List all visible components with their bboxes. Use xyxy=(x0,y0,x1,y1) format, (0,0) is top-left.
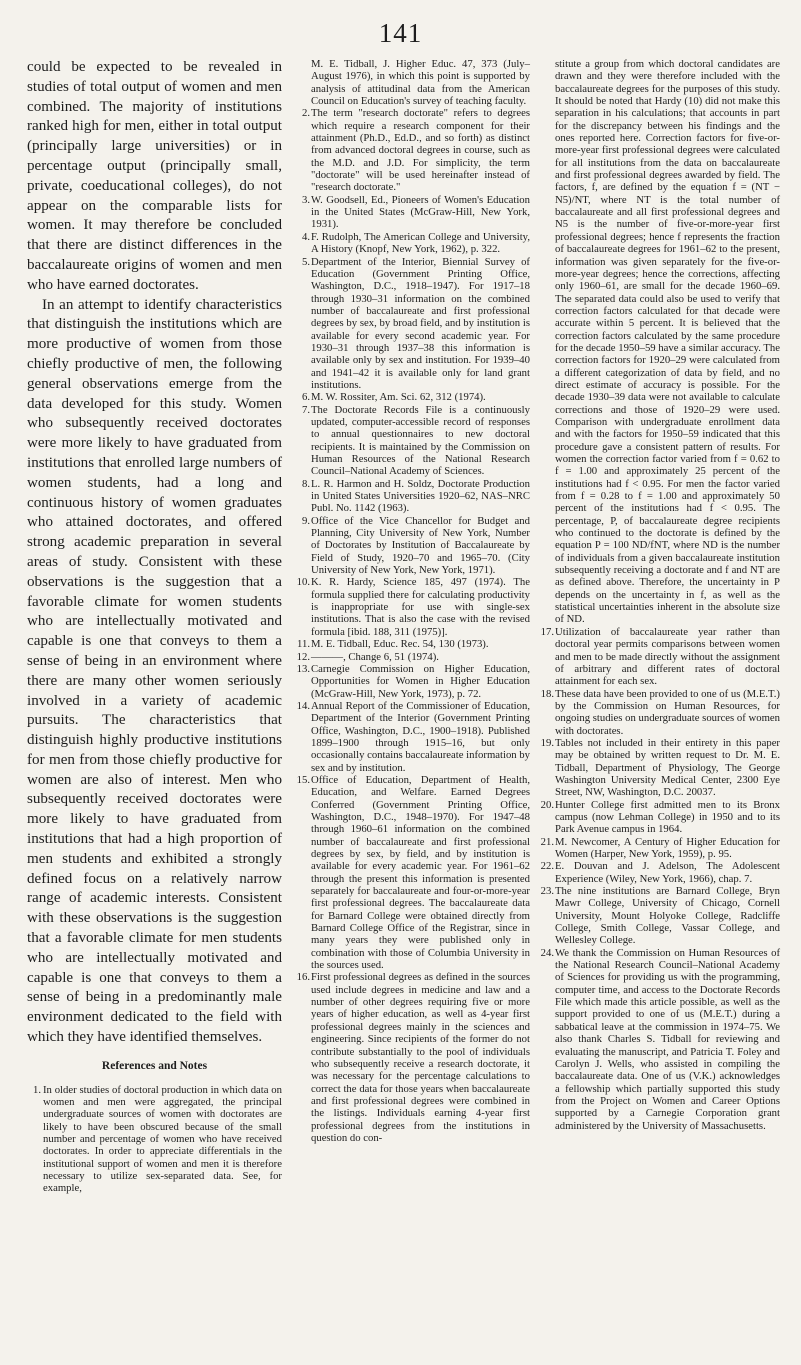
note-text: L. R. Harmon and H. Soldz, Doctorate Production in United States Universities 1920–62, NAS–NRC Publ. No. 1142 (1963). xyxy=(311,477,530,515)
notes-column-2 xyxy=(296,58,530,1144)
note-text: We thank the Commission on Human Resources of the National Research Council–National Academy of Sciences for providing us with the programming, computer time, and access to the Doctorate Records File which made this article possible, as well as the support provided to one of us (M.E.T.) during a sabbatical leave at the commission in 1974–75. We also thank Charles S. Tidball for reviewing and evaluating the manuscript, and Patricia T. Foley and Carolyn J. Wells, who assisted in compiling the baccalaureate data. One of us (V.K.) acknowledges a fellowship which partially supported this study from the Project on Women and Career Options supported by a Carnegie Corporation grant administered by the University of Massachusetts. xyxy=(555,946,780,1132)
note-item xyxy=(540,58,780,626)
note-number: 19. xyxy=(540,736,554,749)
note-number: 4. xyxy=(301,230,310,243)
note-text: M. E. Tidball, J. Higher Educ. 47, 373 (July–August 1976), in which this point is supported by analysis of attitudinal data from the American Council on Education's survey of teaching faculty. xyxy=(311,58,530,108)
body-column xyxy=(27,58,282,1195)
note-number: 3. xyxy=(301,193,310,206)
note-item xyxy=(540,885,780,947)
note-text: The Doctorate Records File is a continuously updated, computer-accessible record of responses to annual questionnaires to new doctoral recipients. It is maintained by the Commission on Human Resources of the National Research Council–National Academy of Sciences. xyxy=(311,403,530,478)
note-item xyxy=(540,626,780,688)
note-item xyxy=(296,256,530,392)
note-number: 10. xyxy=(296,576,310,589)
note-text: Tables not included in their entirety in this paper may be obtained by written request to Dr. M. E. Tidball, Department of Physiology, The George Washington University Medical Center, 2300 Eye Street, NW, Washington, D.C. 20037. xyxy=(555,736,780,799)
notes-list-col2 xyxy=(296,58,530,1144)
note-item xyxy=(296,515,530,577)
note-text: Office of Education, Department of Health, Education, and Welfare. Earned Degrees Conferred (Government Printing Office, Washington, D.C., 1948–1970). For 1947–48 through 1960–61 information on the combined number of baccalaureate and first professional degrees by sex, by field, and by institution is available for every academic year. For 1961–62 through the present this information is presented separately for baccalaureate and four-or-more-year first professional degrees. The baccalaureate data for Barnard College were obtained directly from Barnard College Office of the Registrar, since in many years they were published only in combination with those of Columbia University in the sources used. xyxy=(311,773,530,972)
note-text: Hunter College first admitted men to its Bronx campus (now Lehman College) in 1950 and to its Park Avenue campus in 1964. xyxy=(555,798,780,836)
note-number: 1. xyxy=(32,1083,41,1096)
note-text: Carnegie Commission on Higher Education, Opportunities for Women in Higher Education (McGraw-Hill, New York, 1973), p. 72. xyxy=(311,662,530,700)
notes-column-3 xyxy=(540,58,780,1132)
note-item xyxy=(540,737,780,799)
note-number: 5. xyxy=(301,255,310,268)
note-text: First professional degrees as defined in the sources used include degrees in medicine and law and a number of other degrees requiring five or more years of higher education, as well as 4-year first professional degrees mainly in the sciences and engineering. Since recipients of the former do not contribute substantially to the pool of individuals who subsequently receive a research doctorate, it was necessary for the percentage calculations to correct the data for those years when baccalaureate and first professional degrees were combined in the listings. Individuals earning 4-year first professional degrees from the institutions in question do con- xyxy=(311,971,530,1144)
body-paragraph: In an attempt to identify characteristics that distinguish the institutions which are more productive of women from those chiefly productive of men, the following general observations emerge from the data developed for this study. Women who subsequently received doctorates were more likely to have graduated from institutions that enrolled large numbers of women students, had a long and continuous history of women graduates who attained doctorates, and offered strong academic preparation in several areas of study. Consistent with these observations is the suggestion that a favorable climate for women students who are intellectually motivated and capable is one that conveys to them a sense of being in an environment where there are many other women seriously involved in a variety of academic pursuits. The characteristics that distinguish highly productive institutions for men from those chiefly productive for women are also of interest. Men who subsequently received doctorates were more likely to have graduated from institutions that had a high proportion of men students and exhibited a strongly defined focus on a relatively narrow range of academic interests. Consistent with these observations is the suggestion that a favorable climate for men students who are intellectually motivated and capable is one that conveys to them a sense of being in a predominantly male environment dedicated to the field with which they have identified themselves. xyxy=(27,296,282,1046)
note-item xyxy=(296,700,530,774)
note-text: E. Douvan and J. Adelson, The Adolescent Experience (Wiley, New York, 1966), chap. 7. xyxy=(555,860,780,885)
note-text: F. Rudolph, The American College and University, A History (Knopf, New York, 1962), p. 322. xyxy=(311,230,530,256)
note-number: 11. xyxy=(297,638,310,651)
references-heading: References and Notes xyxy=(101,1059,208,1072)
note-number: 22. xyxy=(540,860,554,873)
note-item xyxy=(296,576,530,638)
note-number: 7. xyxy=(301,403,310,416)
note-number: 12. xyxy=(296,650,310,663)
note-item xyxy=(296,107,530,193)
note-number: 18. xyxy=(540,687,554,700)
note-item xyxy=(296,663,530,700)
note-item xyxy=(296,638,530,650)
note-item xyxy=(540,799,780,836)
note-text: These data have been provided to one of us (M.E.T.) by the Commission on Human Resources, for ongoing studies on undergraduate sources of women with doctorates. xyxy=(555,687,780,737)
note-number: 9. xyxy=(301,514,310,527)
note-text: M. E. Tidball, Educ. Rec. 54, 130 (1973). xyxy=(311,638,489,651)
note-text: Department of the Interior, Biennial Survey of Education (Government Printing Office, Washington, D.C., 1918–1947). For 1917–18 through 1930–31 information on the combined number of baccalaureate and first professional degrees by sex, by broad field, and by institution is available for every second academic year. For 1930–31 through 1937–38 this information is available only by sex and institution. For 1939–40 and 1941–42 it is available only for land grant institutions. xyxy=(311,255,530,391)
note-item xyxy=(296,651,530,663)
note-item xyxy=(540,836,780,861)
note-item xyxy=(27,1084,282,1195)
note-text: Utilization of baccalaureate year rather than doctoral year permits comparisons between women and men to be made directly without the assignment of arbitrary and different rates of doctoral attainment for each sex. xyxy=(555,625,780,688)
note-number: 23. xyxy=(540,885,554,898)
note-item xyxy=(296,774,530,972)
note-text: W. Goodsell, Ed., Pioneers of Women's Education in the United States (McGraw-Hill, New York, 1931). xyxy=(311,193,530,231)
note-number: 13. xyxy=(296,662,310,675)
note-number: 16. xyxy=(296,971,310,984)
note-text: M. W. Rossiter, Am. Sci. 62, 312 (1974). xyxy=(311,391,486,404)
note-item xyxy=(540,688,780,737)
note-item xyxy=(296,231,530,256)
note-item xyxy=(296,194,530,231)
note-text: ———, Change 6, 51 (1974). xyxy=(311,650,439,663)
note-item xyxy=(296,971,530,1144)
note-item xyxy=(540,860,780,885)
note-item xyxy=(296,478,530,515)
note-text: The nine institutions are Barnard College, Bryn Mawr College, University of Chicago, Cornell University, Mount Holyoke College, Radcliffe College, Smith College, Vassar College, and Wellesley College. xyxy=(555,885,780,947)
note-number: 6. xyxy=(301,391,310,404)
note-item xyxy=(540,947,780,1132)
note-number: 21. xyxy=(540,835,554,848)
note-text: Annual Report of the Commissioner of Education, Department of the Interior (Government Printing Office, Washington, D.C., 1900–1918). Published 1899–1900 through 1915–16, but only occasionally contains baccalaureate information by sex and by institution. xyxy=(311,699,530,774)
note-text: K. R. Hardy, Science 185, 497 (1974). The formula supplied there for calculating productivity is inappropriate for use with single-sex institutions. That is also the case with the revised formula [ibid. 188, 311 (1975)]. xyxy=(311,576,530,638)
note-number: 24. xyxy=(540,946,554,959)
notes-list-col3 xyxy=(540,58,780,1132)
note-number: 20. xyxy=(540,798,554,811)
page-number: 141 xyxy=(378,18,423,48)
notes-list-col1 xyxy=(27,1084,282,1195)
note-text: In older studies of doctoral production in which data on women and men were aggregated, the principal undergraduate sources of women with doctorates are likely to have been obscured because of the small number and percentage of women who have received doctorates. In order to appreciate differentials in the institutional support of women and men it is therefore necessary to utilize sex-separated data. See, for example, xyxy=(43,1083,282,1195)
note-number: 8. xyxy=(301,477,310,490)
note-text: Office of the Vice Chancellor for Budget and Planning, City University of New York, Number of Doctorates by Institution of Baccalaureate by Field of Study, 1920–70 and 1965–70. (City University of New York, New York, 1971). xyxy=(311,514,530,577)
body-paragraph: could be expected to be revealed in studies of total output of women and men combined. The majority of institutions ranked high for men, either in total output (principally large universities) or in percentage output (principally small, private, coeducational colleges), do not appear on the comparable lists for women. It may therefore be concluded that there are distinct differences in the baccalaureate origins of women and men who have earned doctorates. xyxy=(27,59,282,293)
note-item xyxy=(296,404,530,478)
note-item xyxy=(296,391,530,403)
note-number: 2. xyxy=(301,107,310,120)
note-item xyxy=(296,58,530,107)
note-text: stitute a group from which doctoral candidates are drawn and they were therefore included with the baccalaureate degrees for the purposes of this study. It should be noted that Hardy (10) did not make this separation in his calculations; that accounts in part for the discrepancy between his findings and the ones reported here. Correction factors for five-or-more-year first professional degrees were calculated for all institutions from the data on baccalaureate and first professional degrees awarded by field. The factors, f, are defined by the equation f = (NT − N5)/NT, where NT is the total number of baccalaureate and all first professional degrees and N5 is the number of five-or-more-year first professional degrees; hence f represents the fraction of baccalaureate degrees for 1961–62 to the present, information was given separately for the five-or-more-year degrees; hence the corrections, affecting only 1960–61, are small for the decade 1960–69. The separated data could also be used to verify that correction factors calculated for that decade were accurate within 5 percent. It is believed that the correction factors calculated by the same procedure for the decade 1950–59 have a similar accuracy. The correction factors for 1920–29 were calculated from a different categorization of data by field, and no direct estimate of accuracy is possible. For the decade 1930–39 data were not available to calculate corrections and those of 1920–29 were used. Comparison with undergraduate enrollment data and with the factors for 1950–59 indicated that this procedure gave a consistent pattern of results. For women the correction factor varied from f = 0.62 to f = 1.00 and approximately 25 percent of the institutions had f < 0.95. For men the factor varied from f = 0.28 to f = 1.00 and approximately 50 percent of the institutions had f < 0.95. The percentage, P, of baccalaureate degree recipients who continued to the doctorate is defined by the equation P = 100 ND/fNT, where ND is the number of individuals from a given baccalaureate institution subsequently receiving a doctorate and f and NT are as defined above. Therefore, the uncertainty in P depends on the uncertainty in f, as well as the statistical uncertainties inherent in the absolute size of ND. xyxy=(555,58,780,626)
note-text: The term "research doctorate" refers to degrees which require a research component for their attainment (Ph.D., Ed.D., and so forth) as distinct from advanced doctoral degrees in course, such as the M.D. and J.D. For simplicity, the term "doctorate" will be used hereinafter instead of "research doctorate." xyxy=(311,107,530,194)
note-number: 14. xyxy=(296,699,310,712)
note-number: 17. xyxy=(540,625,554,638)
note-text: M. Newcomer, A Century of Higher Education for Women (Harper, New York, 1959), p. 95. xyxy=(555,835,780,860)
note-number: 15. xyxy=(296,773,310,786)
